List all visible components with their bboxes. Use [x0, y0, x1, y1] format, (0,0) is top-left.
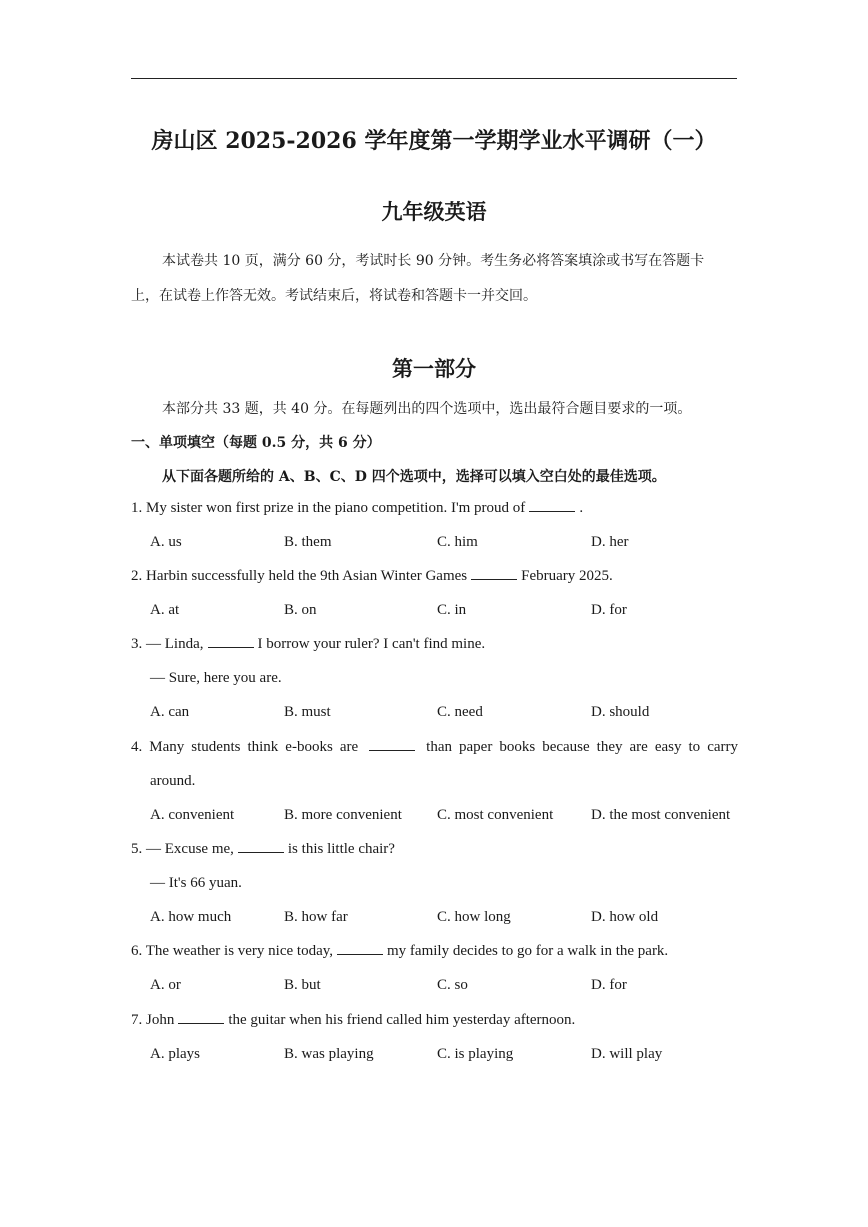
question-number: 3.: [131, 636, 143, 652]
question-3: [131, 636, 485, 653]
question-1: [131, 500, 583, 517]
header-rule: [131, 78, 737, 79]
option-b: B. must: [284, 704, 331, 720]
option-b: B. how far: [284, 909, 348, 925]
option-d: D. her: [591, 534, 629, 550]
question-5: [131, 841, 395, 858]
option-d: D. for: [591, 977, 627, 993]
part-heading: 第一部分: [392, 356, 476, 381]
question-5-reply: — It's 66 yuan.: [150, 875, 242, 891]
answer-blank: [337, 953, 383, 955]
notice-line-2: 上，在试卷上作答无效。考试结束后，将试卷和答题卡一并交回。: [131, 288, 537, 304]
question-stem: My sister won first prize in the piano competition. I'm proud of: [146, 500, 526, 516]
option-a: A. can: [150, 704, 190, 720]
question-stem-end: I borrow your ruler? I can't find mine.: [257, 636, 486, 652]
option-d: D. the most convenient: [591, 807, 731, 823]
question-number: 4.: [131, 739, 143, 755]
option-d: D. will play: [591, 1046, 663, 1062]
option-a: A. us: [150, 534, 182, 550]
answer-blank: [238, 851, 284, 853]
option-c: C. so: [437, 977, 468, 993]
question-6: [131, 943, 668, 960]
question-7: [131, 1012, 575, 1029]
option-a: A. at: [150, 602, 180, 618]
question-stem-end: my family decides to go for a walk in the park.: [387, 943, 669, 959]
option-b: B. on: [284, 602, 317, 618]
option-d: D. for: [591, 602, 627, 618]
question-stem: John: [146, 1012, 175, 1028]
option-d: D. should: [591, 704, 650, 720]
option-c: C. him: [437, 534, 478, 550]
question-stem-end: than paper books because they are easy to carry: [426, 739, 738, 755]
option-a: A. convenient: [150, 807, 235, 823]
question-number: 5.: [131, 841, 143, 857]
option-b: B. was playing: [284, 1046, 374, 1062]
question-number: 2.: [131, 568, 143, 584]
option-d: D. how old: [591, 909, 659, 925]
question-number: 6.: [131, 943, 143, 959]
exam-title: 房山区 2025-2026 学年度第一学期学业水平调研（一）: [151, 128, 717, 154]
question-stem-end: the guitar when his friend called him yesterday afternoon.: [228, 1012, 576, 1028]
question-stem: The weather is very nice today,: [145, 943, 334, 959]
option-c: C. in: [437, 602, 467, 618]
question-stem: Many students think e-books are: [149, 739, 359, 755]
question-3-reply: — Sure, here you are.: [150, 670, 282, 686]
question-stem-end: February 2025.: [521, 568, 613, 584]
question-stem-end: is this little chair?: [287, 841, 395, 857]
option-a: A. how much: [150, 909, 232, 925]
question-number: 7.: [131, 1012, 143, 1028]
option-c: C. is playing: [437, 1046, 514, 1062]
exam-subject: 九年级英语: [381, 199, 487, 224]
answer-blank: [471, 578, 517, 580]
option-b: B. them: [284, 534, 332, 550]
option-c: C. need: [437, 704, 483, 720]
question-4-continuation: around.: [150, 773, 196, 789]
section-instruction: 从下面各题所给的 A、B、C、D 四个选项中，选择可以填入空白处的最佳选项。: [162, 469, 666, 485]
option-a: A. or: [150, 977, 181, 993]
answer-blank: [178, 1022, 224, 1024]
answer-blank: [369, 749, 415, 751]
question-stem-end: .: [579, 500, 584, 516]
notice-line-1: 本试卷共 10 页，满分 60 分，考试时长 90 分钟。考生务必将答案填涂或书写在答题卡: [162, 253, 705, 269]
question-2: [131, 568, 613, 585]
part-intro: 本部分共 33 题，共 40 分。在每题列出的四个选项中，选出最符合题目要求的一项。: [162, 401, 692, 417]
option-c: C. how long: [437, 909, 511, 925]
question-stem: — Linda,: [146, 636, 204, 652]
question-stem: — Excuse me,: [146, 841, 234, 857]
option-c: C. most convenient: [437, 807, 554, 823]
question-stem: Harbin successfully held the 9th Asian Winter Games: [146, 568, 468, 584]
option-b: B. but: [284, 977, 321, 993]
answer-blank: [529, 510, 575, 512]
answer-blank: [208, 646, 254, 648]
option-a: A. plays: [150, 1046, 200, 1062]
section-title: 一、单项填空（每题 0.5 分，共 6 分）: [131, 435, 381, 451]
question-number: 1.: [131, 500, 143, 516]
question-4: [131, 739, 738, 756]
option-b: B. more convenient: [284, 807, 402, 823]
